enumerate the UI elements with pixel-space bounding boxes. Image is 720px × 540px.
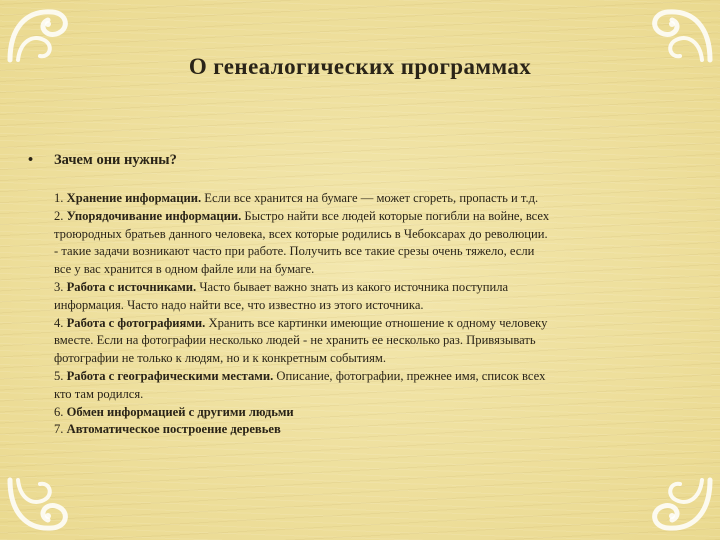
bullet-heading: Зачем они нужны? <box>54 152 177 168</box>
item-number: 7. <box>54 422 64 437</box>
numbered-list <box>54 190 694 439</box>
item-text: Хранить все картинки имеющие отношение к одному человеку <box>205 315 548 330</box>
item-number: 1. <box>54 191 64 205</box>
item-number: 4. <box>54 315 64 330</box>
slide-title: О генеалогических программах <box>188 54 532 79</box>
list-item <box>54 190 694 208</box>
item-text: Часто бывает важно знать из какого источника поступила <box>196 279 509 294</box>
list-item <box>54 315 694 333</box>
item-number: 2. <box>54 208 64 223</box>
item-text-line: вместе. Если на фотографии несколько людей - не хранить ее несколько раз. Привязывать <box>54 333 536 348</box>
list-item <box>54 208 694 226</box>
item-text-line: информация. Часто надо найти все, что известно из этого источника. <box>54 297 424 312</box>
list-item <box>54 421 694 439</box>
item-title: Работа с источниками. <box>66 279 197 294</box>
item-text-line: все у вас хранится в одном файле или на бумаге. <box>54 262 315 277</box>
bullet-marker: • <box>28 152 34 168</box>
item-title: Автоматическое построение деревьев <box>66 422 281 437</box>
item-title: Обмен информацией с другими людьми <box>66 404 294 419</box>
list-item <box>54 279 694 297</box>
item-text-line: - такие задачи возникают часто при работе. Получить все такие срезы очень тяжело, если <box>54 244 535 259</box>
item-number: 5. <box>54 368 64 383</box>
item-title: Упорядочивание информации. <box>66 208 242 223</box>
corner-ornament-icon <box>644 474 716 536</box>
list-item <box>54 404 694 422</box>
item-number: 3. <box>54 279 64 294</box>
item-number: 6. <box>54 404 64 419</box>
item-title: Работа с фотографиями. <box>66 315 206 330</box>
corner-ornament-icon <box>4 474 76 536</box>
item-text: Если все хранится на бумаге — может сгореть, пропасть и т.д. <box>201 191 539 205</box>
item-text: Описание, фотографии, прежнее имя, список всех <box>273 368 546 383</box>
item-title: Хранение информации. <box>66 191 202 205</box>
item-text: Быстро найти все людей которые погибли на войне, всех <box>241 208 550 223</box>
item-title: Работа с географическими местами. <box>66 368 274 383</box>
item-text-line: троюродных братьев данного человека, всех которые родились в Чебоксарах до революции. <box>54 226 548 241</box>
item-text-line: кто там родился. <box>54 386 144 401</box>
list-item <box>54 368 694 386</box>
item-text-line: фотографии не только к людям, но и к конкретным событиям. <box>54 351 387 366</box>
